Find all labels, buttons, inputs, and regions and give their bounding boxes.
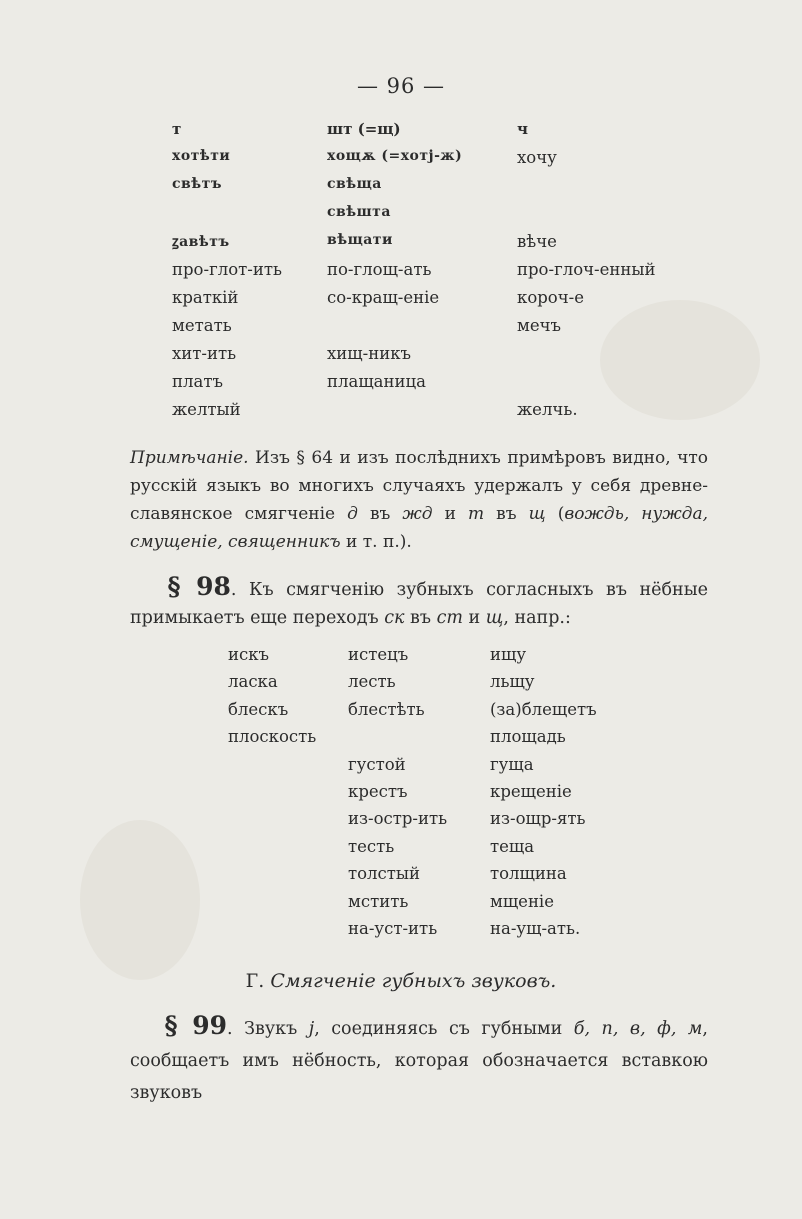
section-98-paragraph bbox=[130, 573, 708, 632]
section-number: § 98 bbox=[167, 572, 231, 601]
table-cell: по-глощ-ать bbox=[327, 260, 432, 279]
table-row bbox=[172, 400, 732, 428]
table-header-row bbox=[172, 120, 732, 148]
table-cell: тесть bbox=[348, 836, 395, 856]
section-99-paragraph bbox=[130, 1010, 708, 1109]
section-heading bbox=[0, 970, 802, 992]
table-cell: из-остр-ить bbox=[348, 809, 448, 829]
note-text: въ bbox=[484, 504, 529, 524]
table-cell: толстый bbox=[348, 864, 421, 884]
page-number: — 96 — bbox=[356, 74, 446, 98]
note-text: и bbox=[432, 504, 468, 524]
table-cell: про-глоч-енный bbox=[517, 260, 656, 279]
table-cell: хищ-никъ bbox=[327, 344, 412, 363]
table-header-cell: шт (=щ) bbox=[327, 120, 401, 138]
note-label: Примѣчаніе. bbox=[130, 448, 249, 468]
table-cell: метать bbox=[172, 316, 232, 335]
example-letter: щ bbox=[485, 608, 504, 628]
table-cell: на-ущ-ать. bbox=[490, 918, 581, 938]
table-row bbox=[228, 892, 648, 919]
note-paragraph bbox=[130, 444, 708, 556]
table-cell: льщу bbox=[490, 672, 535, 692]
section-text: . Къ смягченію зубныхъ согласныхъ въ нёбные примыкаетъ еще переходъ bbox=[130, 580, 708, 628]
table-cell: плоскость bbox=[228, 727, 317, 747]
table-row bbox=[228, 809, 648, 836]
section-text: , соединяясь съ губными bbox=[314, 1019, 574, 1039]
example-letter: j bbox=[308, 1019, 315, 1039]
table-row bbox=[172, 176, 732, 204]
table-cell: плащаница bbox=[327, 372, 426, 391]
table-cell: крестъ bbox=[348, 781, 408, 801]
labial-letters: б, п, в, ф, м bbox=[573, 1019, 703, 1039]
table-cell: свѣща bbox=[327, 176, 382, 192]
note-text: и т. п.). bbox=[340, 532, 412, 552]
example-letter: ск bbox=[384, 608, 405, 628]
note-examples: вождь, нужда, смущеніе, священникъ bbox=[130, 504, 708, 552]
table-cell: короч-е bbox=[517, 288, 584, 307]
paper-stain bbox=[80, 820, 200, 980]
table-cell: желтый bbox=[172, 400, 241, 419]
table-row bbox=[228, 727, 648, 754]
table-row bbox=[228, 782, 648, 809]
example-letter: ст bbox=[436, 608, 463, 628]
table-row bbox=[172, 204, 732, 232]
table-row bbox=[228, 645, 648, 672]
section-text: , напр.: bbox=[503, 608, 571, 628]
table-cell: толщина bbox=[490, 864, 567, 884]
table-cell: из-ощр-ять bbox=[490, 809, 586, 829]
table-cell: искъ bbox=[228, 645, 270, 664]
table-row bbox=[228, 672, 648, 699]
heading-letter: Г. bbox=[245, 970, 265, 992]
table-cell: площадь bbox=[490, 727, 566, 747]
table-cell: вѣщати bbox=[327, 232, 393, 248]
example-letter: щ bbox=[528, 504, 546, 524]
table-cell: мстить bbox=[348, 891, 409, 911]
softening-table-dentals bbox=[172, 120, 732, 428]
table-cell: истецъ bbox=[348, 645, 409, 664]
section-text: въ bbox=[404, 608, 437, 628]
table-cell: (за)блещетъ bbox=[490, 699, 597, 719]
table-cell: крещеніе bbox=[490, 781, 572, 801]
table-row bbox=[172, 316, 732, 344]
section-number: § 99 bbox=[164, 1011, 228, 1040]
table-row bbox=[228, 864, 648, 891]
table-cell: ꙁавѣтъ bbox=[172, 234, 230, 250]
table-cell: свѣтъ bbox=[172, 176, 223, 192]
example-letter: т bbox=[467, 504, 485, 524]
table-cell: густой bbox=[348, 754, 406, 774]
note-text: въ bbox=[357, 504, 403, 524]
table-cell: хит-ить bbox=[172, 344, 237, 363]
table-row bbox=[172, 260, 732, 288]
table-header-cell: т bbox=[172, 120, 182, 138]
table-cell: блестѣть bbox=[348, 699, 425, 719]
section-text: и bbox=[462, 608, 486, 628]
table-row bbox=[228, 700, 648, 727]
example-letter: д bbox=[347, 504, 358, 524]
table-row bbox=[172, 148, 732, 176]
table-cell: хотѣти bbox=[172, 148, 231, 164]
softening-table-sk bbox=[228, 645, 648, 946]
table-cell: блескъ bbox=[228, 699, 289, 719]
table-cell: про-глот-ить bbox=[172, 260, 282, 279]
table-cell: хощѫ (=хотј-ж) bbox=[327, 148, 463, 164]
table-cell: вѣче bbox=[517, 232, 557, 251]
table-row bbox=[228, 755, 648, 782]
table-row bbox=[172, 344, 732, 372]
table-cell: гуща bbox=[490, 754, 534, 774]
table-cell: свѣшта bbox=[327, 204, 391, 220]
table-cell: желчь. bbox=[517, 400, 578, 419]
table-cell: краткій bbox=[172, 288, 239, 307]
table-cell: платъ bbox=[172, 372, 223, 391]
section-text: , сообщаетъ имъ нёбность, которая обозначается вставкою звуковъ bbox=[130, 1019, 708, 1103]
table-cell: теща bbox=[490, 836, 535, 856]
table-row bbox=[172, 288, 732, 316]
table-cell: на-уст-ить bbox=[348, 918, 438, 938]
table-cell: ищу bbox=[490, 645, 527, 664]
table-row bbox=[172, 372, 732, 400]
table-header-cell: ч bbox=[517, 120, 528, 138]
table-cell: мечъ bbox=[517, 316, 562, 335]
table-cell: мщеніе bbox=[490, 891, 554, 911]
table-row bbox=[228, 837, 648, 864]
table-cell: со-кращ-еніе bbox=[327, 288, 440, 307]
table-row bbox=[228, 919, 648, 946]
note-text: ( bbox=[545, 504, 565, 524]
note-text: Изъ § 64 и изъ послѣднихъ примѣровъ видно, что русскій языкъ во многихъ случаяхъ удержалъ у себя древне-славянское смягченіе bbox=[130, 448, 708, 524]
example-letter: жд bbox=[402, 504, 433, 524]
heading-title: Смягченіе губныхъ звуковъ. bbox=[270, 970, 557, 992]
table-cell: лесть bbox=[348, 672, 396, 692]
table-row bbox=[172, 232, 732, 260]
section-text: . Звукъ bbox=[227, 1019, 309, 1039]
table-cell: ласка bbox=[228, 672, 278, 692]
table-cell: хочу bbox=[517, 148, 557, 167]
